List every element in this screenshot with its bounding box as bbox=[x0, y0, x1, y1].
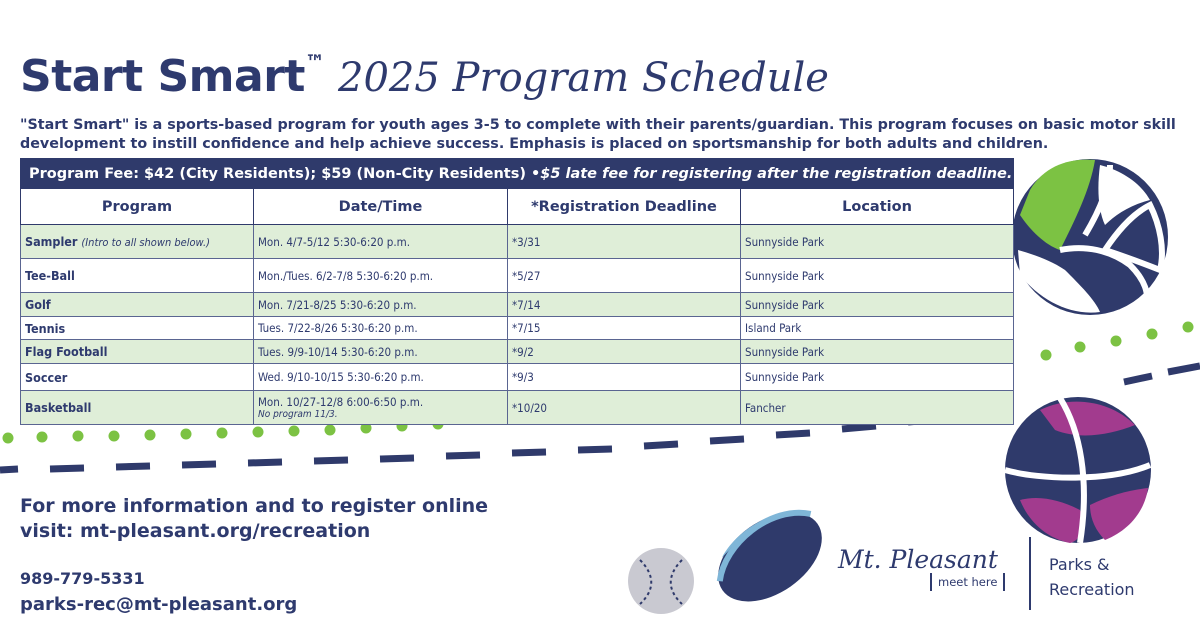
table-row bbox=[21, 340, 1014, 364]
program-note: (Intro to all shown below.) bbox=[81, 236, 210, 249]
date-cell: Wed. 9/10-10/15 5:30-6:20 p.m. bbox=[254, 364, 508, 391]
table-row bbox=[21, 225, 1014, 259]
page-title bbox=[20, 50, 829, 102]
program-cell bbox=[21, 225, 254, 259]
date-cell: Tues. 9/9-10/14 5:30-6:20 p.m. bbox=[254, 340, 508, 364]
deadline-cell: *5/27 bbox=[508, 259, 741, 293]
location-cell: Sunnyside Park bbox=[741, 259, 1014, 293]
more-info-line: For more information and to register online bbox=[20, 495, 489, 517]
deadline-cell: *7/14 bbox=[508, 293, 741, 317]
email-address[interactable]: parks-rec@mt-pleasant.org bbox=[20, 594, 298, 615]
date-cell: Mon. 4/7-5/12 5:30-6:20 p.m. bbox=[254, 225, 508, 259]
table-row bbox=[21, 391, 1014, 425]
logo-parks-line: Parks & bbox=[1049, 555, 1110, 574]
table-row bbox=[21, 293, 1014, 317]
date-note: No program 11/3. bbox=[258, 409, 338, 420]
program-cell: Tee-Ball bbox=[21, 259, 254, 293]
table-row bbox=[21, 364, 1014, 391]
date-cell: Mon. 7/21-8/25 5:30-6:20 p.m. bbox=[254, 293, 508, 317]
location-cell: Island Park bbox=[741, 317, 1014, 340]
fee-cell bbox=[21, 159, 1014, 189]
deadline-cell: *9/2 bbox=[508, 340, 741, 364]
title-script: 2025 Program Schedule bbox=[338, 55, 829, 101]
header-registration-deadline: *Registration Deadline bbox=[508, 189, 741, 225]
trademark-symbol: ™ bbox=[304, 50, 325, 74]
date-cell bbox=[254, 391, 508, 425]
fee-text: Program Fee: $42 (City Residents); $59 (Non-City Residents) bbox=[29, 165, 526, 182]
logo-tagline: meet here bbox=[930, 573, 1005, 591]
program-name: Sampler bbox=[25, 234, 78, 249]
date-cell: Tues. 7/22-8/26 5:30-6:20 p.m. bbox=[254, 317, 508, 340]
header-program: Program bbox=[21, 189, 254, 225]
logo-parks-rec bbox=[1049, 552, 1135, 602]
location-cell: Sunnyside Park bbox=[741, 364, 1014, 391]
location-cell: Sunnyside Park bbox=[741, 225, 1014, 259]
logo-recreation-line: Recreation bbox=[1049, 580, 1135, 599]
volleyball-icon bbox=[1012, 159, 1168, 315]
deadline-cell: *3/31 bbox=[508, 225, 741, 259]
basketball-icon bbox=[1005, 397, 1151, 543]
location-cell: Fancher bbox=[741, 391, 1014, 425]
location-cell: Sunnyside Park bbox=[741, 340, 1014, 364]
header-row bbox=[21, 189, 1014, 225]
deadline-cell: *10/20 bbox=[508, 391, 741, 425]
date-text: Mon. 10/27-12/8 6:00-6:50 p.m. bbox=[258, 395, 424, 409]
football-icon bbox=[702, 494, 838, 620]
table-row bbox=[21, 317, 1014, 340]
program-cell: Flag Football bbox=[21, 340, 254, 364]
baseball-icon bbox=[628, 548, 694, 614]
logo-city-name: Mt. Pleasant bbox=[838, 545, 998, 574]
date-cell: Mon./Tues. 6/2-7/8 5:30-6:20 p.m. bbox=[254, 259, 508, 293]
website-line[interactable]: visit: mt-pleasant.org/recreation bbox=[20, 520, 371, 542]
program-cell: Soccer bbox=[21, 364, 254, 391]
intro-paragraph: "Start Smart" is a sports-based program for youth ages 3-5 to complete with their parents/guardian. This program focuses on basic motor skill development to instill confidence and help achieve success. Emphasis is placed on sportsmanship for both adults and children. bbox=[20, 117, 1176, 152]
program-cell: Tennis bbox=[21, 317, 254, 340]
fee-row bbox=[21, 159, 1014, 189]
location-cell: Sunnyside Park bbox=[741, 293, 1014, 317]
phone-number[interactable]: 989-779-5331 bbox=[20, 569, 145, 588]
title-main: Start Smart bbox=[20, 51, 305, 102]
deadline-cell: *7/15 bbox=[508, 317, 741, 340]
schedule-table bbox=[20, 158, 1014, 425]
table-row bbox=[21, 259, 1014, 293]
program-cell: Golf bbox=[21, 293, 254, 317]
header-location: Location bbox=[741, 189, 1014, 225]
logo-divider bbox=[1029, 537, 1031, 610]
schedule-rows bbox=[21, 225, 1014, 425]
late-fee-text: •$5 late fee for registering after the registration deadline. bbox=[525, 165, 1013, 182]
program-cell: Basketball bbox=[21, 391, 254, 425]
deadline-cell: *9/3 bbox=[508, 364, 741, 391]
more-info-block bbox=[20, 494, 488, 544]
header-date-time: Date/Time bbox=[254, 189, 508, 225]
